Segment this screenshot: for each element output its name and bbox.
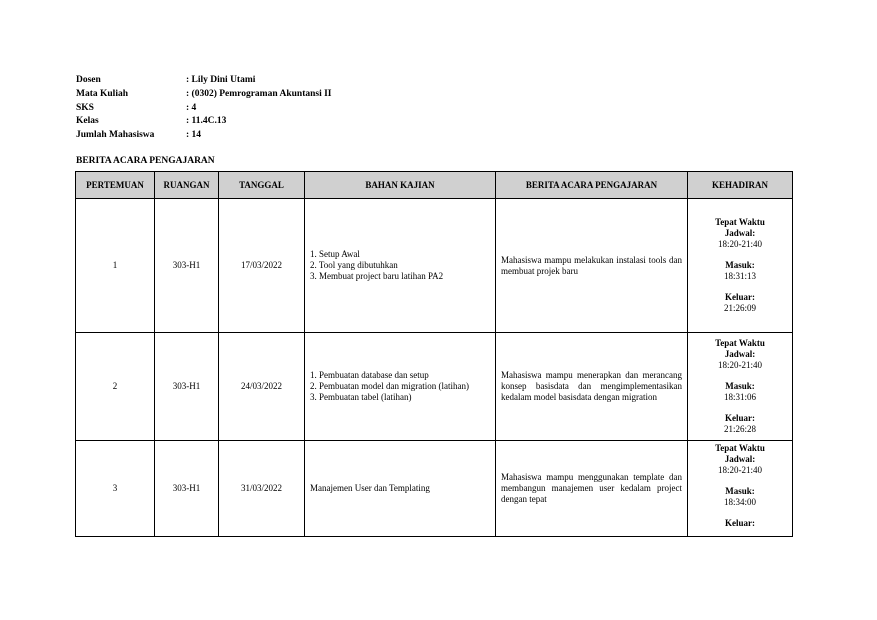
- cell-pertemuan: 1: [76, 199, 155, 333]
- attendance-status: Tepat Waktu: [715, 338, 765, 348]
- info-value: : 11.4C.13: [186, 116, 227, 127]
- cell-bahan-kajian: [305, 199, 496, 333]
- checkin-time: 18:31:06: [723, 392, 756, 402]
- header-pertemuan: PERTEMUAN: [76, 172, 155, 199]
- cell-kehadiran: [688, 199, 793, 333]
- info-label: SKS: [76, 102, 94, 113]
- schedule-time: 18:20-21:40: [718, 239, 762, 249]
- schedule-label: Jadwal:: [724, 454, 756, 464]
- table-header-row: [76, 172, 793, 199]
- info-value: : 4: [186, 102, 197, 113]
- header-tanggal: TANGGAL: [219, 172, 305, 199]
- cell-kehadiran: [688, 333, 793, 441]
- table-row: [76, 441, 793, 537]
- info-label: Jumlah Mahasiswa: [76, 130, 155, 141]
- info-row-dosen: [76, 74, 332, 88]
- bahan-item: 1. Pembuatan database dan setup: [310, 370, 429, 380]
- schedule-label: Jadwal:: [724, 228, 756, 238]
- cell-tanggal: 24/03/2022: [219, 333, 305, 441]
- header-kehadiran: KEHADIRAN: [688, 172, 793, 199]
- bahan-item: 3. Pembuatan tabel (latihan): [310, 392, 412, 402]
- checkout-time: 21:26:09: [723, 303, 756, 313]
- checkout-label: Keluar:: [725, 292, 755, 302]
- bahan-item: 3. Membuat project baru latihan PA2: [310, 271, 444, 281]
- schedule-time: 18:20-21:40: [718, 465, 762, 475]
- checkin-time: 18:31:13: [723, 271, 756, 281]
- teaching-record-table: [75, 171, 793, 537]
- cell-bahan-kajian: [305, 333, 496, 441]
- cell-pertemuan: 2: [76, 333, 155, 441]
- table-row: [76, 199, 793, 333]
- checkin-label: Masuk:: [725, 486, 755, 496]
- cell-ruangan: 303-H1: [155, 441, 219, 537]
- bahan-item: 2. Tool yang dibutuhkan: [310, 260, 398, 270]
- info-row-jumlah-mahasiswa: [76, 129, 332, 143]
- checkin-label: Masuk:: [725, 381, 755, 391]
- cell-ruangan: 303-H1: [155, 199, 219, 333]
- checkout-label: Keluar:: [725, 413, 755, 423]
- checkin-time: 18:34:00: [723, 497, 756, 507]
- schedule-time: 18:20-21:40: [718, 360, 762, 370]
- header-bahan-kajian: BAHAN KAJIAN: [305, 172, 496, 199]
- checkout-label: Keluar:: [725, 518, 755, 528]
- cell-berita-acara: Mahasiswa mampu melakukan instalasi tools dan membuat projek baru: [496, 199, 688, 333]
- bahan-item: 2. Pembuatan model dan migration (latihan): [310, 381, 469, 391]
- cell-tanggal: 31/03/2022: [219, 441, 305, 537]
- cell-berita-acara: Mahasiswa mampu menerapkan dan merancang konsep basisdata dan mengimplementasikan kedalam model basisdata dengan migration: [496, 333, 688, 441]
- cell-kehadiran: [688, 441, 793, 537]
- info-value: : 14: [186, 130, 202, 141]
- info-label: Mata Kuliah: [76, 88, 128, 99]
- info-row-mata-kuliah: [76, 88, 332, 102]
- table-row: [76, 333, 793, 441]
- info-row-sks: [76, 102, 332, 116]
- info-row-kelas: [76, 115, 332, 129]
- cell-berita-acara: Mahasiswa mampu menggunakan template dan membangun manajemen user kedalam project dengan tepat: [496, 441, 688, 537]
- lecturer-info: [76, 74, 332, 143]
- cell-tanggal: 17/03/2022: [219, 199, 305, 333]
- schedule-label: Jadwal:: [724, 349, 756, 359]
- info-label: Dosen: [76, 75, 101, 85]
- attendance-status: Tepat Waktu: [715, 443, 765, 453]
- cell-ruangan: 303-H1: [155, 333, 219, 441]
- bahan-item: 1. Setup Awal: [310, 249, 360, 259]
- bahan-item: Manajemen User dan Templating: [310, 483, 430, 493]
- info-value: : (0302) Pemrograman Akuntansi II: [186, 88, 332, 99]
- attendance-status: Tepat Waktu: [715, 217, 765, 227]
- section-title: BERITA ACARA PENGAJARAN: [76, 156, 215, 166]
- checkin-label: Masuk:: [725, 260, 755, 270]
- info-value: : Lily Dini Utami: [186, 75, 256, 85]
- cell-pertemuan: 3: [76, 441, 155, 537]
- checkout-time: 21:26:28: [723, 424, 756, 434]
- header-berita-acara: BERITA ACARA PENGAJARAN: [496, 172, 688, 199]
- cell-bahan-kajian: [305, 441, 496, 537]
- header-ruangan: RUANGAN: [155, 172, 219, 199]
- info-label: Kelas: [76, 116, 99, 127]
